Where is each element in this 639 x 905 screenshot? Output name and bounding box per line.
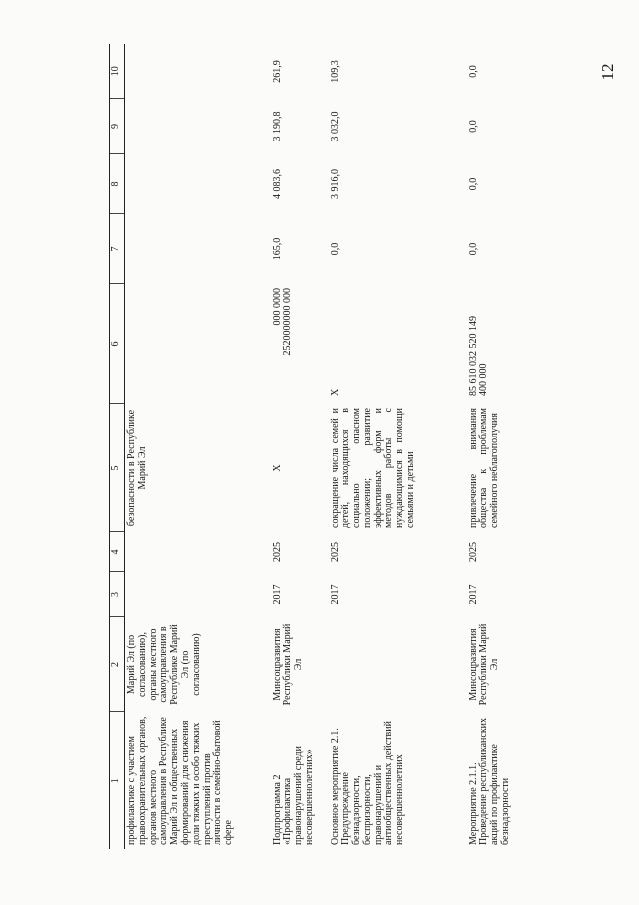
- cell-value: 109,3: [329, 60, 341, 83]
- column-number: 10: [110, 44, 125, 99]
- cell-budget-code: [467, 284, 567, 404]
- cell-end-year: [125, 532, 271, 572]
- cell-value: [125, 154, 271, 214]
- column-number: 7: [110, 214, 125, 284]
- column-number: 3: [110, 572, 125, 617]
- cell-end-year: 2025: [467, 542, 479, 562]
- column-number-row: [110, 44, 125, 849]
- cell-expected-result: X: [271, 464, 283, 472]
- cell-value: 0,0: [467, 65, 479, 78]
- cell-value: 3 032,0: [329, 111, 341, 142]
- cell-end-year: 2025: [271, 542, 283, 562]
- cell-budget-code: [271, 284, 329, 404]
- cell-event-name: профилактике с участием правоохранительных органов, органов местного самоуправления в Республике Марий Эл и общественных формирований для снижения доли тяжких и особо тяжких преступлений против личности в семейно-бытовой сфере: [126, 716, 235, 845]
- cell-budget-code: [329, 284, 467, 404]
- cell-value: 4 083,6: [271, 169, 283, 199]
- cell-event-name: Подпрограмма 2 «Профилактика правонарушений среди несовершеннолетних»: [271, 746, 315, 845]
- cell-executor: Минсоцразвития Республики Марий Эл: [467, 623, 501, 706]
- column-number: 2: [110, 617, 125, 712]
- table-row: [271, 44, 329, 849]
- cell-value: 0,0: [467, 120, 479, 133]
- table-row: [467, 44, 567, 849]
- column-number: 8: [110, 154, 125, 214]
- cell-expected-result: сокращение числа семей и детей, находящихся в социально опасном положении; развитие эффективных форм и методов работы с нуждающимися в помощи семьями и детьми: [329, 408, 417, 528]
- rotated-table-wrapper: [109, 44, 631, 849]
- cell-value: [125, 44, 271, 99]
- cell-executor: Минсоцразвития Республики Марий Эл: [271, 623, 305, 706]
- column-number: 4: [110, 532, 125, 572]
- cell-value: 3 916,0: [329, 169, 341, 199]
- cell-end-year: 2025: [329, 542, 341, 562]
- budget-code-line: 400 000: [478, 363, 490, 396]
- cell-executor: [329, 617, 467, 712]
- table-row: [329, 44, 467, 849]
- cell-value: 261,9: [271, 60, 283, 83]
- budget-code-line: 2520000000 000: [282, 288, 294, 356]
- column-number: 5: [110, 404, 125, 532]
- cell-start-year: 2017: [271, 584, 283, 605]
- budget-code-line: 85 610 032 520 149: [467, 316, 479, 396]
- column-number: 6: [110, 284, 125, 404]
- column-number: 1: [110, 712, 125, 849]
- cell-value: 0,0: [467, 242, 479, 256]
- budget-code-line: 000 0000: [271, 288, 283, 326]
- cell-value: 0,0: [467, 177, 479, 191]
- page-number: 12: [598, 63, 617, 81]
- cell-start-year: 2017: [467, 584, 479, 605]
- cell-start-year: 2017: [329, 584, 341, 605]
- cell-event-name: Основное мероприятие 2.1. Предупреждение безнадзорности, беспризорности, правонарушений и антиобщественных действий несовершеннолетних: [329, 721, 406, 845]
- cell-event-name: Мероприятие 2.1.1. Проведение республиканских акций по профилактике безнадзорности: [467, 717, 511, 845]
- table-row: [125, 44, 271, 849]
- cell-value: [125, 99, 271, 154]
- cell-value: 165,0: [271, 237, 283, 261]
- program-table: [109, 44, 567, 849]
- cell-value: 3 190,8: [271, 111, 283, 142]
- budget-code-line: X: [329, 388, 341, 396]
- cell-expected-result: безопасности в Республике Марий Эл: [126, 409, 148, 527]
- cell-value: [125, 214, 271, 284]
- cell-budget-code: [125, 284, 271, 404]
- column-number: 9: [110, 99, 125, 154]
- cell-executor: Марий Эл (по согласованию), органы местного самоуправления в Республике Марий Эл (по согласованию): [126, 624, 202, 705]
- cell-start-year: [125, 572, 271, 617]
- cell-value: 0,0: [329, 242, 341, 256]
- cell-expected-result: привлечение внимания общества к проблемам семейного неблагополучия: [467, 408, 501, 528]
